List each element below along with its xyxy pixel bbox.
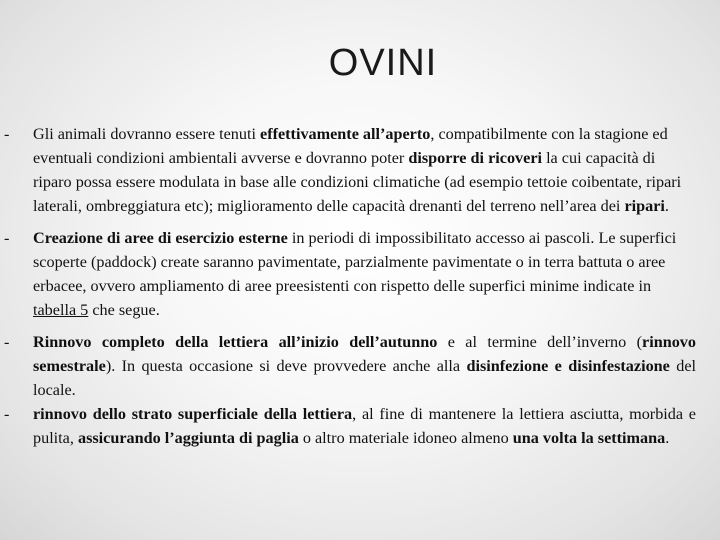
text-run-bold: Rinnovo completo della lettiera all’inizio dell’autunno xyxy=(33,333,438,351)
bullet-dash: - xyxy=(4,333,10,351)
text-run-underline: tabella 5 xyxy=(33,301,89,319)
text-run-bold: rinnovo semestrale xyxy=(33,333,696,375)
text-run-bold: disinfezione e disinfestazione xyxy=(466,357,670,375)
text-run-bold: effettivamente all’aperto xyxy=(260,125,431,143)
text-run: ). In questa occasione si deve provvedere anche alla xyxy=(105,357,467,375)
text-run: la cui capacità di riparo possa essere modulata in base alle condizioni climatiche (ad esempio tettoie coibentate, ripari laterali, ombreggiatura etc); miglioramento delle capacità drenanti del terreno nell’area dei xyxy=(33,149,682,215)
text-run-bold: rinnovo dello strato superficiale della lettiera xyxy=(33,405,353,423)
text-run: del locale. xyxy=(33,357,697,399)
bullet-text xyxy=(33,122,696,218)
text-run: , al fine di mantenere la lettiera asciutta, morbida e pulita, xyxy=(33,405,696,447)
text-run: che segue. xyxy=(88,301,160,319)
bullet-text xyxy=(33,402,696,450)
bullet-text xyxy=(33,226,696,322)
text-run: Gli animali dovranno essere tenuti xyxy=(33,125,261,143)
text-run: . xyxy=(664,197,669,215)
list-item xyxy=(0,402,696,450)
bullet-dash: - xyxy=(4,405,10,423)
text-run-bold: Creazione di aree di esercizio esterne xyxy=(33,229,288,247)
text-run: . xyxy=(665,429,670,447)
bullet-list xyxy=(0,122,720,450)
text-run-bold: una volta la settimana xyxy=(512,429,666,447)
slide-title: OVINI xyxy=(328,42,438,84)
text-run: , compatibilmente con la stagione ed eventuali condizioni ambientali avverse e dovranno poter xyxy=(33,125,668,167)
text-run: o altro materiale idoneo almeno xyxy=(298,429,513,447)
bullet-dash: - xyxy=(4,229,10,247)
bullet-text xyxy=(33,330,696,402)
text-run-bold: assicurando l’aggiunta di paglia xyxy=(77,429,299,447)
list-item xyxy=(0,122,696,218)
list-item xyxy=(0,330,696,402)
bullet-dash: - xyxy=(4,125,10,143)
text-run-bold: ripari xyxy=(624,197,665,215)
text-run: in periodi di impossibilitato accesso ai pascoli. Le superfici scoperte (paddock) create saranno pavimentate, parzialmente pavimentate o in terra battuta o aree erbacee, ovvero ampliamento di aree preesistenti con rispetto delle superfici minime indicate in xyxy=(33,229,677,295)
text-run: e al termine dell’inverno ( xyxy=(437,333,643,351)
text-run-bold: disporre di ricoveri xyxy=(408,149,543,167)
list-item xyxy=(0,226,696,322)
